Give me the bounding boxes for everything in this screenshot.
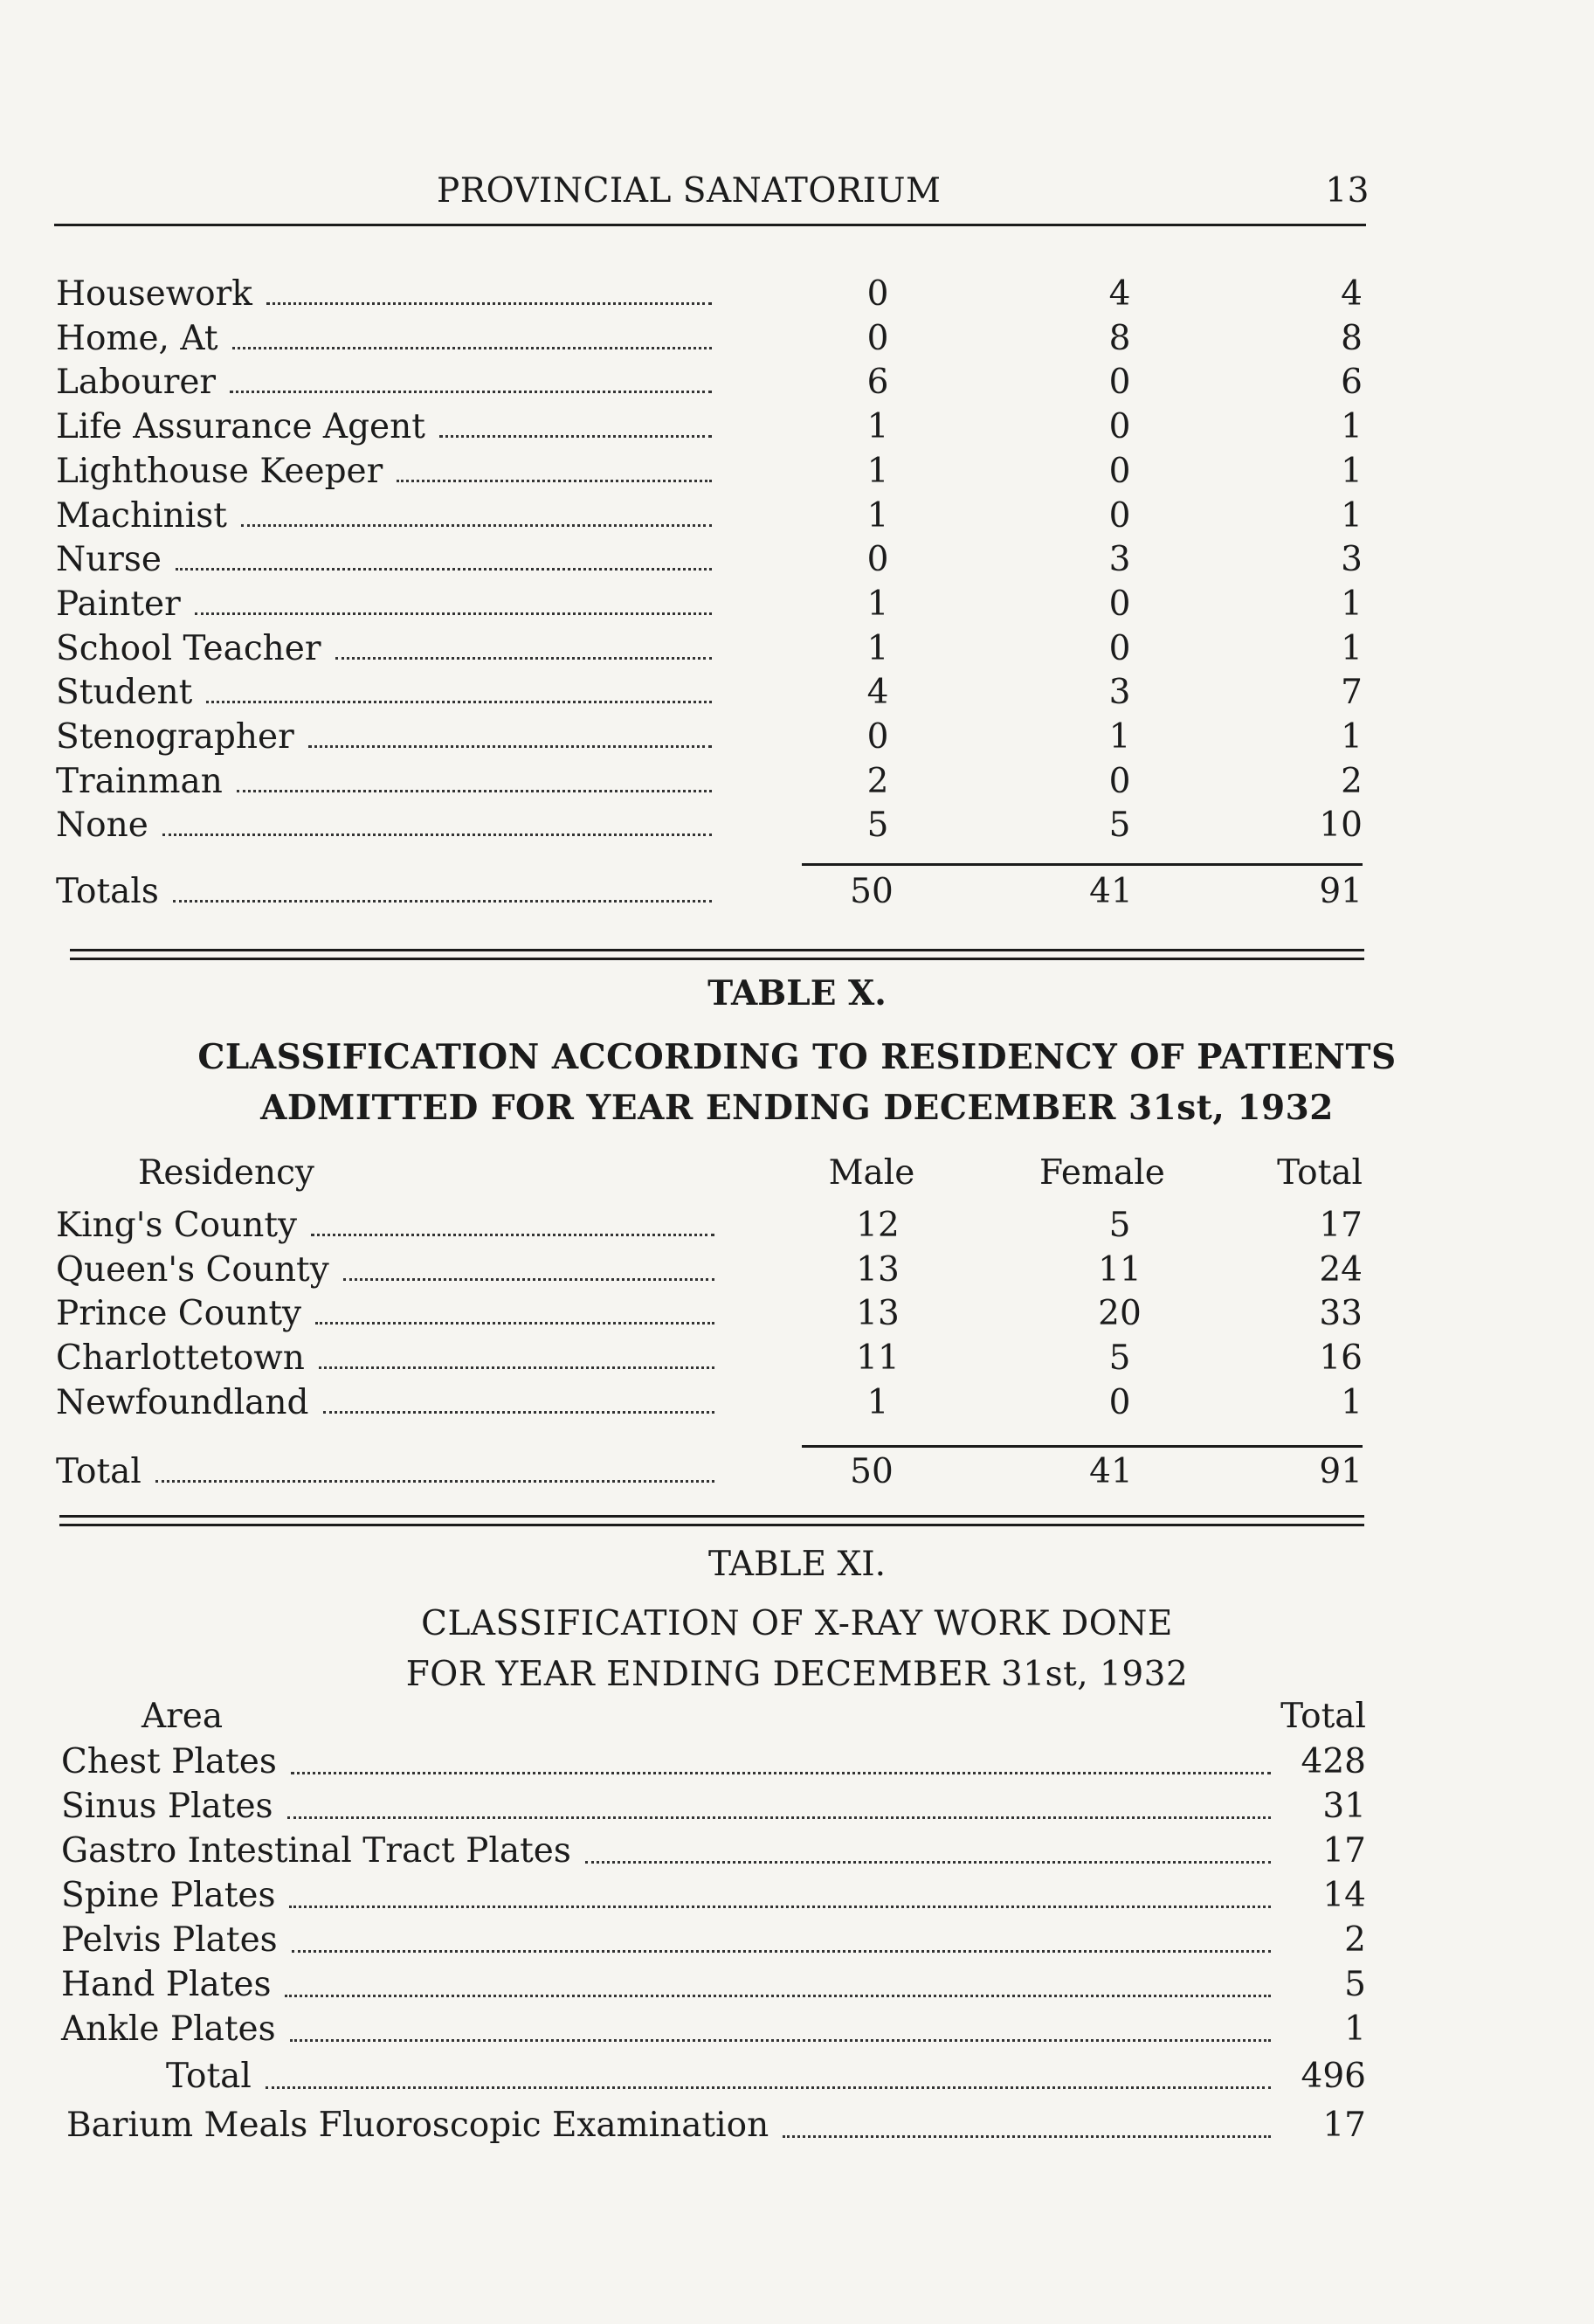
row-label: Hand Plates (61, 1965, 272, 2004)
male-count: 0 (866, 717, 889, 757)
total-count: 1 (1341, 451, 1363, 491)
total-count: 7 (1341, 673, 1363, 713)
table-row (0, 540, 1594, 584)
table-row (0, 2009, 1594, 2053)
leader-dots (162, 830, 712, 836)
female-count: 4 (1108, 274, 1131, 314)
female-count: 20 (1098, 1294, 1142, 1334)
male-count: 13 (856, 1249, 900, 1290)
female-count: 5 (1108, 1338, 1131, 1379)
table-row (0, 363, 1594, 406)
male-count: 4 (866, 673, 889, 713)
leader-dots (323, 1408, 714, 1414)
male-total: 50 (850, 1452, 894, 1491)
male-count: 6 (866, 363, 889, 403)
leader-dots (292, 1947, 1271, 1953)
table-xi-column-headers (0, 1697, 1594, 1740)
female-count: 0 (1108, 363, 1131, 403)
header-rule (54, 224, 1366, 226)
occupation-double-rule-top (70, 949, 1364, 951)
row-label: Gastro Intestinal Tract Plates (61, 1831, 571, 1871)
total-count: 1 (1341, 584, 1363, 624)
row-label: Housework (56, 274, 252, 314)
female-count: 0 (1108, 495, 1131, 536)
male-count: 2 (866, 761, 889, 801)
leader-dots (289, 1902, 1271, 1908)
male-count: 1 (866, 495, 889, 536)
total-count: 1 (1341, 628, 1363, 668)
female-count: 8 (1108, 318, 1131, 358)
residency-double-rule-top (59, 1515, 1364, 1518)
total-count: 3 (1341, 540, 1363, 580)
leader-dots (439, 432, 712, 438)
table-row (0, 1206, 1594, 1249)
leader-dots (232, 343, 712, 349)
col-area: Area (141, 1697, 224, 1736)
table-row (0, 806, 1594, 849)
residency-double-rule-bottom (59, 1524, 1364, 1526)
col-xray-total: Total (1280, 1697, 1366, 1736)
male-count: 13 (856, 1294, 900, 1334)
row-label: Nurse (56, 540, 162, 580)
male-count: 1 (866, 584, 889, 624)
leader-dots (335, 654, 712, 660)
row-label: None (56, 806, 148, 846)
female-count: 0 (1108, 584, 1131, 624)
female-count: 0 (1108, 761, 1131, 801)
table-row (0, 1383, 1594, 1427)
leader-dots (206, 697, 712, 703)
total-count: 33 (1319, 1294, 1363, 1334)
male-count: 0 (866, 318, 889, 358)
residency-sum-rule (802, 1445, 1363, 1448)
xray-total-label: Total (166, 2057, 252, 2096)
row-label: Student (56, 673, 193, 713)
totals-row (0, 872, 1594, 916)
male-count: 1 (866, 1382, 889, 1422)
grand-total: 91 (1319, 872, 1363, 911)
table-x-subtitle-1: CLASSIFICATION ACCORDING TO RESIDENCY OF PATIENTS (197, 1037, 1397, 1077)
female-total: 41 (1089, 1452, 1133, 1491)
table-row (0, 274, 1594, 318)
leader-dots (291, 1768, 1271, 1774)
row-label: Machinist (56, 495, 227, 536)
male-count: 1 (866, 451, 889, 491)
table-x-subtitle-2: ADMITTED FOR YEAR ENDING DECEMBER 31st, 1932 (260, 1088, 1334, 1128)
row-total: 5 (1344, 1965, 1366, 2004)
leader-dots (311, 1230, 714, 1236)
row-label: Chest Plates (61, 1742, 277, 1781)
total-count: 1 (1341, 407, 1363, 447)
table-xi-subtitle-2: FOR YEAR ENDING DECEMBER 31st, 1932 (405, 1655, 1189, 1694)
female-count: 5 (1108, 806, 1131, 846)
grand-total: 91 (1319, 1452, 1363, 1491)
row-total: 1 (1344, 2009, 1366, 2049)
female-count: 3 (1108, 540, 1131, 580)
table-row (0, 1920, 1594, 1964)
male-count: 1 (866, 407, 889, 447)
total-count: 1 (1341, 717, 1363, 757)
leader-dots (315, 1318, 714, 1325)
running-header-title: PROVINCIAL SANATORIUM (437, 171, 942, 211)
table-x-column-headers (0, 1153, 1594, 1197)
total-count: 17 (1319, 1206, 1363, 1245)
male-count: 1 (866, 628, 889, 668)
row-label: Queen's County (56, 1249, 329, 1290)
leader-dots (285, 1991, 1271, 1997)
table-row (0, 762, 1594, 806)
leader-dots (173, 896, 712, 903)
leader-dots (290, 2036, 1271, 2042)
leader-dots (308, 742, 712, 748)
row-label: Lighthouse Keeper (56, 451, 383, 491)
table-xi-subtitle-1: CLASSIFICATION OF X-RAY WORK DONE (421, 1604, 1173, 1643)
female-count: 3 (1108, 673, 1131, 713)
leader-dots (585, 1857, 1271, 1864)
leader-dots (237, 786, 712, 792)
table-row (0, 1831, 1594, 1875)
male-count: 12 (856, 1206, 900, 1245)
table-row (0, 1965, 1594, 2009)
xray-total-row (0, 2057, 1594, 2100)
table-row (0, 407, 1594, 451)
table-row (0, 1250, 1594, 1294)
row-label: Labourer (56, 363, 217, 403)
col-male: Male (828, 1153, 915, 1193)
totals-row (0, 1452, 1594, 1496)
col-total: Total (1277, 1153, 1363, 1193)
table-row (0, 1787, 1594, 1830)
total-count: 8 (1341, 318, 1363, 358)
total-count: 16 (1319, 1338, 1363, 1379)
total-count: 10 (1319, 806, 1363, 846)
barium-label: Barium Meals Fluoroscopic Examination (66, 2106, 769, 2145)
male-count: 0 (866, 540, 889, 580)
row-label: Ankle Plates (61, 2009, 276, 2049)
total-count: 1 (1341, 495, 1363, 536)
row-label: Home, At (56, 318, 218, 358)
leader-dots (176, 564, 712, 571)
table-row (0, 629, 1594, 673)
total-count: 1 (1341, 1382, 1363, 1422)
leader-dots (287, 1813, 1271, 1819)
total-count: 24 (1319, 1249, 1363, 1290)
row-total: 14 (1322, 1876, 1366, 1915)
table-row (0, 1294, 1594, 1338)
table-row (0, 584, 1594, 628)
row-label: School Teacher (56, 628, 321, 668)
leader-dots (230, 387, 712, 393)
row-label: Life Assurance Agent (56, 407, 425, 447)
col-female: Female (1039, 1153, 1165, 1193)
row-label: Pelvis Plates (61, 1920, 278, 1960)
female-count: 11 (1098, 1249, 1142, 1290)
barium-row (0, 2106, 1594, 2149)
occupation-sum-rule (802, 863, 1363, 866)
row-label: Painter (56, 584, 181, 624)
leader-dots (155, 1477, 714, 1483)
table-x-title: TABLE X. (707, 973, 887, 1013)
totals-label: Totals (56, 872, 159, 911)
row-label: King's County (56, 1206, 298, 1245)
row-label: Newfoundland (56, 1382, 309, 1422)
female-count: 1 (1108, 717, 1131, 757)
row-total: 31 (1322, 1787, 1366, 1826)
row-total: 428 (1301, 1742, 1366, 1781)
male-total: 50 (850, 872, 894, 911)
occupation-double-rule-bottom (70, 958, 1364, 960)
table-row (0, 673, 1594, 716)
leader-dots (783, 2132, 1271, 2138)
table-row (0, 1742, 1594, 1786)
page-number: 13 (1325, 171, 1370, 211)
table-row (0, 452, 1594, 495)
female-count: 0 (1108, 451, 1131, 491)
row-label: Trainman (56, 761, 223, 801)
row-total: 17 (1322, 1831, 1366, 1871)
leader-dots (343, 1275, 714, 1281)
male-count: 0 (866, 274, 889, 314)
leader-dots (241, 521, 712, 527)
row-label: Spine Plates (61, 1876, 276, 1915)
table-row (0, 319, 1594, 363)
table-row (0, 1338, 1594, 1382)
total-count: 2 (1341, 761, 1363, 801)
female-count: 0 (1108, 407, 1131, 447)
row-total: 2 (1344, 1920, 1366, 1960)
male-count: 11 (856, 1338, 900, 1379)
row-label: Charlottetown (56, 1338, 305, 1379)
row-label: Sinus Plates (61, 1787, 273, 1826)
female-total: 41 (1089, 872, 1133, 911)
col-residency: Residency (138, 1153, 314, 1193)
male-count: 5 (866, 806, 889, 846)
leader-dots (397, 476, 712, 482)
table-row (0, 1876, 1594, 1919)
female-count: 0 (1108, 1382, 1131, 1422)
table-xi-title: TABLE XI. (707, 1545, 887, 1584)
barium-total: 17 (1322, 2106, 1366, 2145)
leader-dots (266, 2083, 1271, 2089)
female-count: 5 (1108, 1206, 1131, 1245)
leader-dots (195, 609, 712, 615)
totals-label: Total (56, 1452, 141, 1491)
female-count: 0 (1108, 628, 1131, 668)
xray-grand-total: 496 (1301, 2057, 1366, 2096)
table-row (0, 496, 1594, 540)
row-label: Stenographer (56, 717, 294, 757)
row-label: Prince County (56, 1294, 302, 1334)
total-count: 4 (1341, 274, 1363, 314)
leader-dots (319, 1363, 714, 1369)
leader-dots (266, 299, 712, 305)
table-row (0, 717, 1594, 761)
total-count: 6 (1341, 363, 1363, 403)
